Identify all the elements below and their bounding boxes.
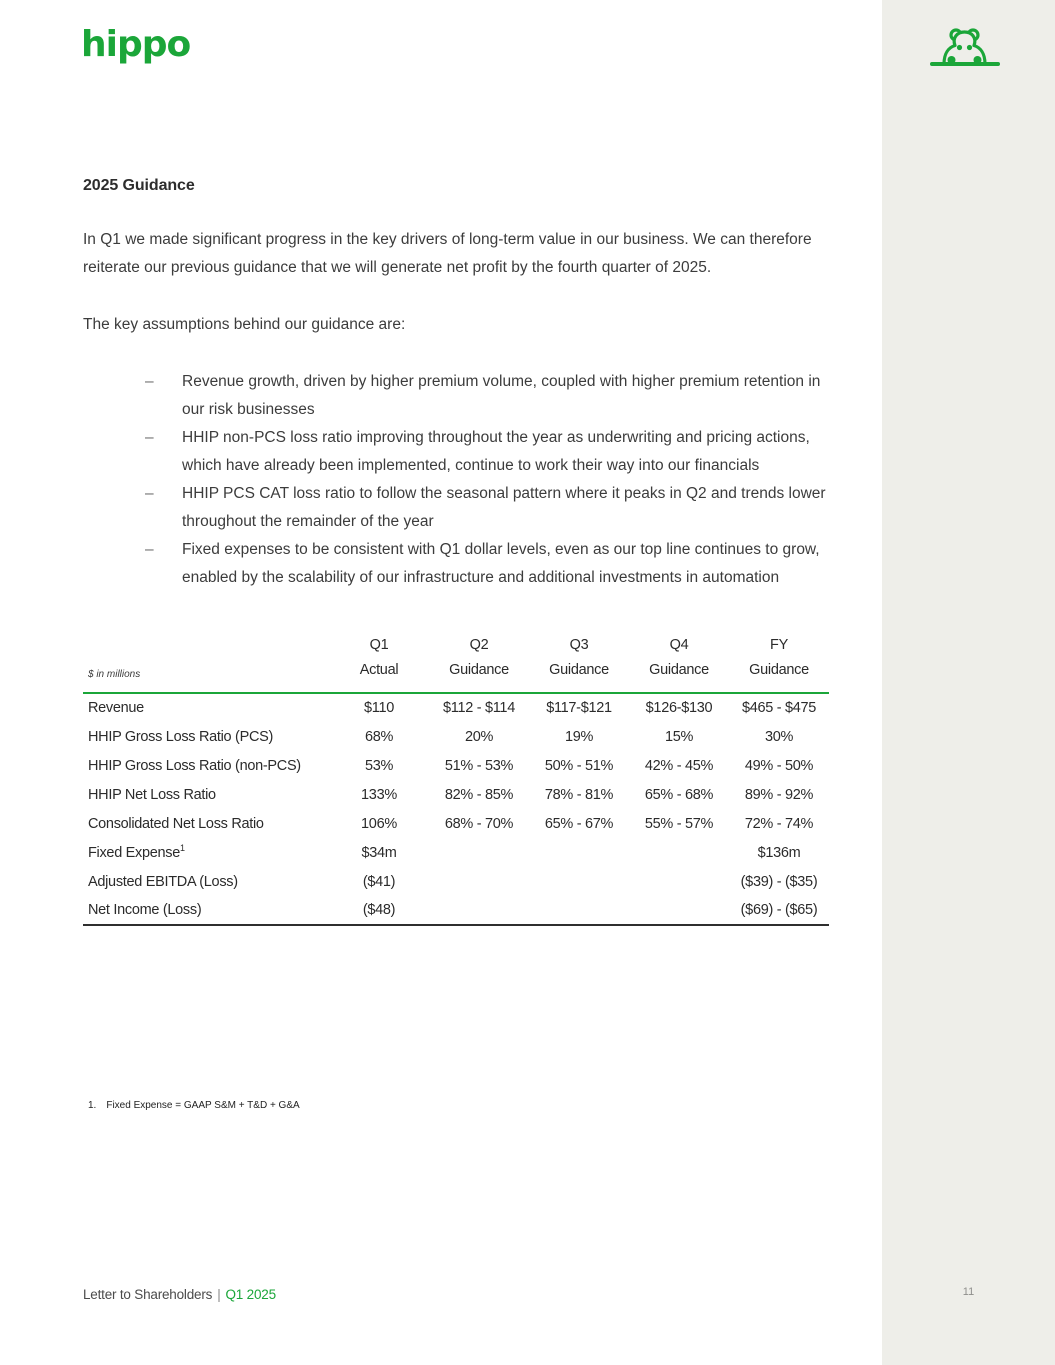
table-row [83, 896, 829, 925]
row-value [429, 838, 529, 867]
row-value [529, 867, 629, 896]
row-value: $136m [757, 844, 801, 861]
table-row [83, 867, 829, 896]
bullet-dash: – [145, 429, 154, 446]
row-label: HHIP Gross Loss Ratio (PCS) [88, 728, 274, 745]
row-value: 68% - 70% [444, 815, 514, 832]
assumption-text: HHIP non-PCS loss ratio improving throughout the year as underwriting and pricing actions, which have already been implemented, continue to work their way into our financials [182, 429, 810, 474]
table-row [83, 693, 829, 722]
table-row [83, 780, 829, 809]
guidance-table-body [83, 693, 829, 925]
row-label: Consolidated Net Loss Ratio [88, 815, 264, 832]
table-row [83, 838, 829, 867]
assumption-text: HHIP PCS CAT loss ratio to follow the seasonal pattern where it peaks in Q2 and trends lower throughout the remainder of the year [182, 485, 826, 530]
row-label: Net Income (Loss) [88, 902, 202, 918]
footnote-marker: 1. [88, 1100, 97, 1111]
footer-issue: Q1 2025 [225, 1287, 276, 1302]
assumption-text: Revenue growth, driven by higher premium volume, coupled with higher premium retention in our risk businesses [182, 373, 821, 418]
row-value: 15% [664, 728, 694, 745]
table-column-header: Q2 Guidance [449, 637, 509, 678]
row-value: 55% - 57% [644, 815, 714, 832]
row-value [529, 838, 629, 867]
footer [83, 1287, 276, 1302]
assumptions-lead: The key assumptions behind our guidance are: [83, 316, 406, 333]
row-value: ($48) [362, 902, 396, 918]
row-value: $465 - $475 [741, 700, 817, 716]
intro-paragraph: In Q1 we made significant progress in the key drivers of long-term value in our business. We can therefore reiterate our previous guidance that we will generate net profit by the fourth quarter of 2025. [83, 231, 812, 276]
assumption-item [83, 536, 833, 592]
page-number: 11 [962, 1286, 975, 1298]
row-label: HHIP Gross Loss Ratio (non-PCS) [88, 757, 301, 774]
table-column-header: Q3 Guidance [549, 637, 609, 678]
guidance-table-header-row [83, 633, 829, 693]
table-column-header: FY Guidance [749, 637, 809, 678]
row-value: 106% [361, 815, 397, 832]
assumption-item [83, 480, 833, 536]
row-value: $112 - $114 [443, 700, 515, 716]
table-row [83, 809, 829, 838]
row-value: 53% [364, 757, 394, 774]
table-column-header: Q4 Guidance [649, 637, 709, 678]
assumption-text: Fixed expenses to be consistent with Q1 dollar levels, even as our top line continues to grow, enabled by the scalability of our infrastructure and additional investments in automation [182, 541, 820, 586]
table-column-header: Q1 Actual [359, 637, 399, 678]
row-value [429, 896, 529, 925]
row-value: 72% - 74% [744, 815, 814, 832]
assumption-item [83, 368, 833, 424]
row-value [629, 867, 729, 896]
row-label: Revenue [88, 700, 144, 716]
assumptions-list [83, 368, 833, 592]
row-value: 89% - 92% [744, 786, 814, 803]
row-value: 50% - 51% [544, 757, 614, 774]
table-unit-label: $ in millions [88, 669, 141, 680]
row-value: 78% - 81% [544, 786, 614, 803]
bullet-dash: – [145, 541, 154, 558]
row-label: Adjusted EBITDA (Loss) [88, 873, 238, 890]
hippo-mascot-icon [928, 22, 1002, 70]
bullet-dash: – [145, 373, 154, 390]
right-rail [882, 0, 1055, 1365]
row-value: $110 [364, 700, 394, 716]
row-value [529, 896, 629, 925]
row-value: $126-$130 [645, 700, 713, 716]
assumption-item [83, 424, 833, 480]
row-label: Fixed Expense$^1$ [88, 842, 185, 861]
row-value: 65% - 67% [544, 815, 614, 832]
row-value: 68% [364, 728, 394, 745]
row-value: 49% - 50% [744, 757, 814, 774]
row-value: 20% [464, 728, 494, 745]
row-value: 65% - 68% [644, 786, 714, 803]
bullet-dash: – [145, 485, 154, 502]
row-value: 42% - 45% [644, 757, 714, 774]
row-value: 19% [564, 728, 594, 745]
table-row [83, 751, 829, 780]
row-value: 30% [764, 728, 794, 745]
footnote [88, 1100, 300, 1111]
row-value: $34m [361, 844, 397, 861]
row-label: HHIP Net Loss Ratio [88, 786, 216, 803]
row-value: 51% - 53% [444, 757, 514, 774]
section-heading: 2025 Guidance [83, 177, 195, 194]
row-value: $117-$121 [546, 700, 612, 716]
row-value [629, 838, 729, 867]
row-value: 133% [361, 786, 397, 803]
row-value: 82% - 85% [444, 786, 514, 803]
row-value [629, 896, 729, 925]
table-row [83, 722, 829, 751]
hippo-logo: hippo [81, 24, 191, 65]
row-value: ($41) [362, 873, 396, 890]
row-value [429, 867, 529, 896]
footnote-text: Fixed Expense = GAAP S&M + T&D + G&A [106, 1100, 300, 1111]
footnote-reference: 1 [180, 842, 185, 853]
row-value: ($39) - ($35) [740, 873, 818, 890]
footer-title: Letter to Shareholders [83, 1287, 213, 1302]
letter-content [83, 177, 833, 926]
footer-separator: | [217, 1287, 221, 1302]
row-value: ($69) - ($65) [740, 902, 818, 918]
guidance-table [83, 633, 829, 926]
